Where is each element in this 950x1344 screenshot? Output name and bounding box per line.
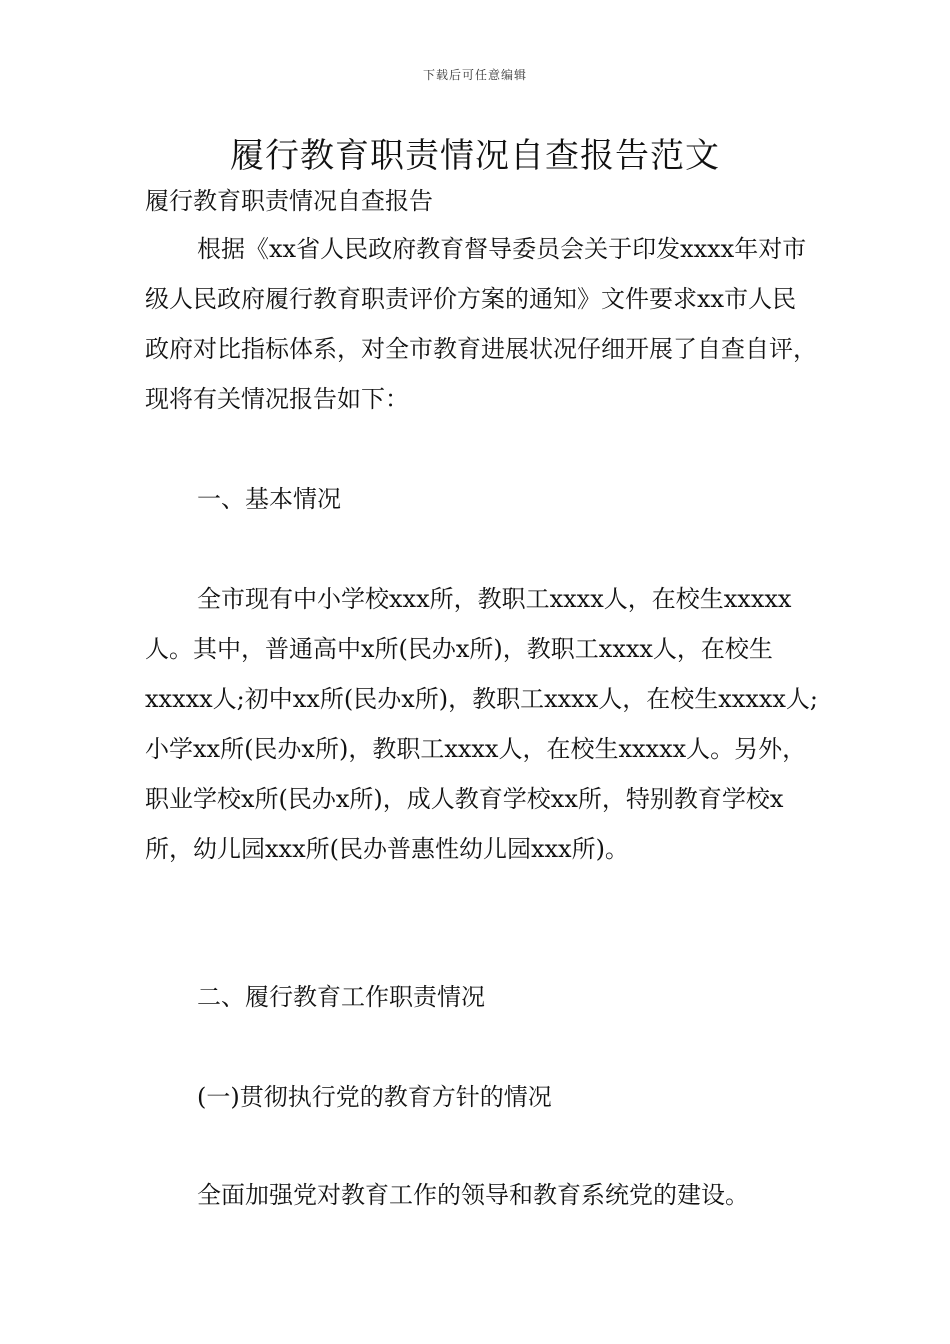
section-heading-duties: 二、履行教育工作职责情况 (197, 983, 485, 1011)
subsection-paragraph-policy: 全面加强党对教育工作的领导和教育系统党的建设。 (197, 1181, 749, 1209)
section-heading-basic-info: 一、基本情况 (197, 485, 341, 513)
subsection-heading-policy: (一)贯彻执行党的教育方针的情况 (197, 1083, 552, 1111)
document-title: 履行教育职责情况自查报告范文 (230, 136, 720, 176)
header-note: 下载后可任意编辑 (422, 68, 527, 82)
intro-paragraph: 根据《xx省人民政府教育督导委员会关于印发xxxx年对市级人民政府履行教育职责评价方案的通知》文件要求xx市人民政府对比指标体系，对全市教育进展状况仔细开展了自查自评，现将有关情况报告如下： (145, 235, 817, 413)
section-paragraph-basic-info: 全市现有中小学校xxx所，教职工xxxx人，在校生xxxxx人。其中，普通高中x所(民办x所)，教职工xxxx人，在校生xxxxx人;初中xx所(民办x所)，教职工xxxx人，在校生xxxxx人;小学xx所(民办x所)，教职工xxxx人，在校生xxxxx人。另外，职业学校x所(民办x所)，成人教育学校xx所，特别教育学校x所，幼儿园xxx所(民办普惠性幼儿园xxx所)。 (145, 585, 818, 863)
document-subtitle: 履行教育职责情况自查报告 (145, 187, 433, 215)
